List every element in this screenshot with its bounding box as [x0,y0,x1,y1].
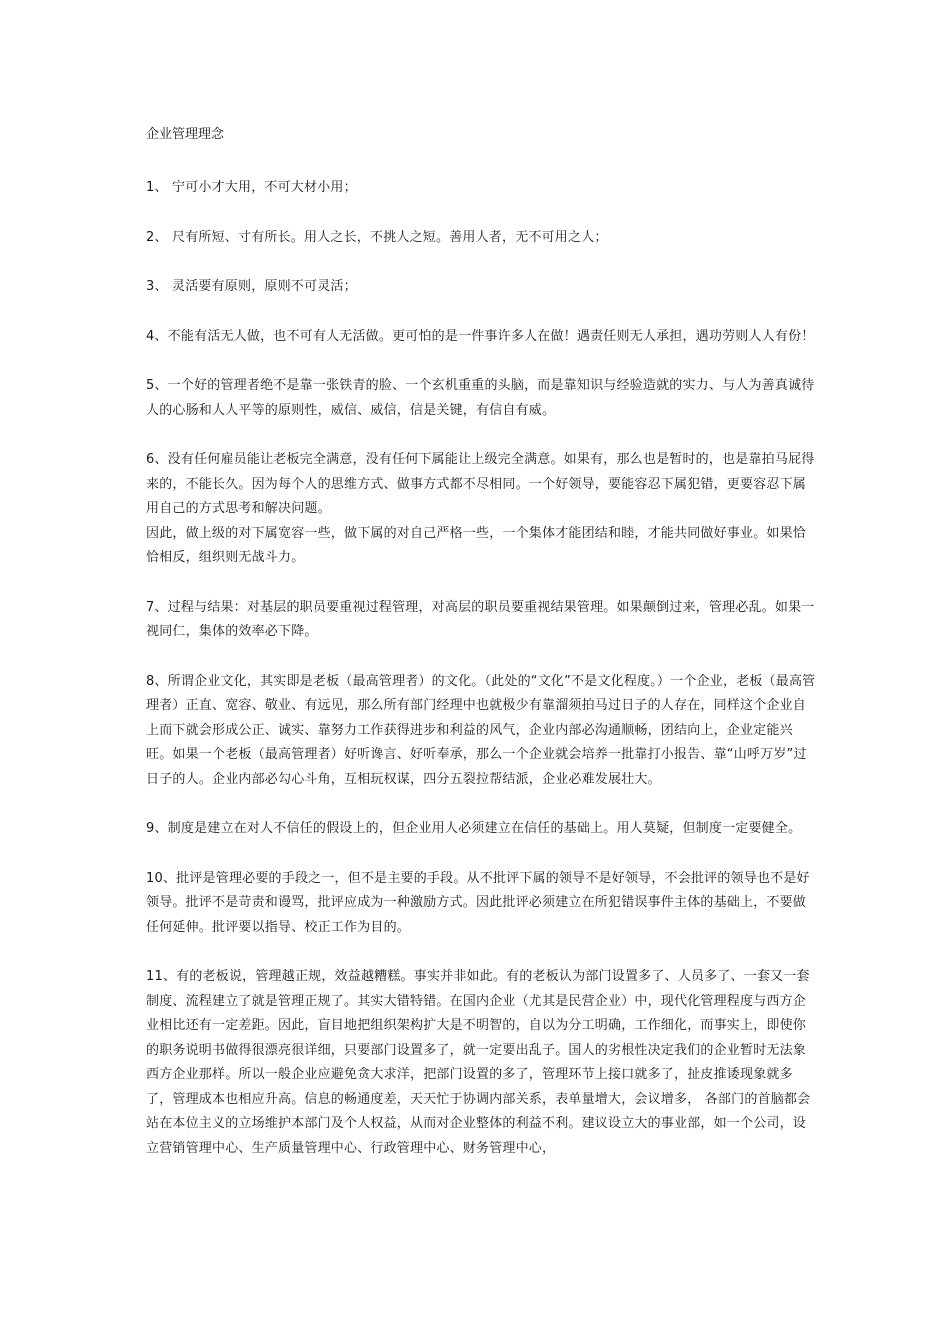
paragraph-9: 9、制度是建立在对人不信任的假设上的，但企业用人必须建立在信任的基础上。用人莫疑，但制度一定要健全。 [146,821,802,836]
paragraph-5: 5、一个好的管理者绝不是靠一张铁青的脸、一个玄机重重的头脑，而是靠知识与经验造就的实力、与人为善真诚待人的心肠和人人平等的原则性，威信、威信，信是关键，有信自有威。 [146,378,815,418]
document-title: 企业管理理念 [146,127,225,142]
paragraph-10: 10、批评是管理必要的手段之一，但不是主要的手段。从不批评下属的领导不是好领导，不会批评的领导也不是好领导。批评不是苛责和谩骂，批评应成为一种激励方式。因此批评必须建立在所犯错误事件主体的基础上，不要做任何延伸。批评要以指导、校正工作为目的。 [146,870,810,935]
paragraph-4: 4、不能有活无人做，也不可有人无活做。更可怕的是一件事许多人在做！遇责任则无人承担，遇功劳则人人有份！ [146,328,815,344]
paragraph-7: 7、过程与结果：对基层的职员要重视过程管理，对高层的职员要重视结果管理。如果颠倒过来，管理必乱。如果一视同仁，集体的效率必下降。 [146,599,815,639]
paragraph-6-continued: 因此，做上级的对下属宽容一些，做下属的对自己严格一些，一个集体才能团结和睦，才能共同做好事业。如果恰恰相反，组织则无战斗力。 [146,525,807,565]
document-page [146,124,816,1186]
paragraph-8: 8、所谓企业文化，其实即是老板（最高管理者）的文化。（此处的“文化”不是文化程度。）一个企业，老板（最高管理者）正直、宽容、敬业、有远见，那么所有部门经理中也就极少有靠溜须拍马过日子的人存在，同样这个企业自上而下就会形成公正、诚实、靠努力工作获得进步和利益的风气，企业内部必沟通顺畅，团结向上，企业定能兴旺。如果一个老板（最高管理者）好听谗言、好听奉承，那么一个企业就会培养一批靠打小报告、靠“山呼万岁”过日子的人。企业内部必勾心斗角，互相玩权谋，四分五裂拉帮结派，企业必难发展壮大。 [146,673,816,787]
paragraph-11: 11、有的老板说，管理越正规，效益越糟糕。事实并非如此。有的老板认为部门设置多了、人员多了、一套又一套制度、流程建立了就是管理正规了。其实大错特错。在国内企业（尤其是民营企业）中，现代化管理程度与西方企业相比还有一定差距。因此，盲目地把组织架构扩大是不明智的，自以为分工明确，工作细化，而事实上，即使你的职务说明书做得很漂亮很详细，只要部门设置多了，就一定要出乱子。国人的劣根性决定我们的企业暂时无法象西方企业那样。所以一般企业应避免贪大求洋，把部门设置的多了，管理环节上接口就多了，扯皮推诿现象就多了，管理成本也相应升高。信息的畅通度差，天天忙于协调内部关系，表单量增大，会议增多， 各部门的首脑都会站在本位主义的立场维护本部门及个人权益，从而对企业整体的利益不利。建议设立大的事业部，如一个公司，设立营销管理中心、生产质量管理中心、行政管理中心、财务管理中心， [146,969,811,1156]
paragraph-1: 1、 宁可小才大用，不可大材小用； [146,180,357,195]
paragraph-6: 6、没有任何雇员能让老板完全满意，没有任何下属能让上级完全满意。如果有，那么也是暂时的，也是靠拍马屁得来的，不能长久。因为每个人的思维方式、做事方式都不尽相同。一个好领导，要能容忍下属犯错，更要容忍下属用自己的方式思考和解决问题。 [146,452,815,516]
paragraph-2: 2、 尺有所短、寸有所长。用人之长，不挑人之短。善用人者，无不可用之人； [146,229,608,245]
paragraph-3: 3、 灵活要有原则，原则不可灵活； [146,279,357,294]
